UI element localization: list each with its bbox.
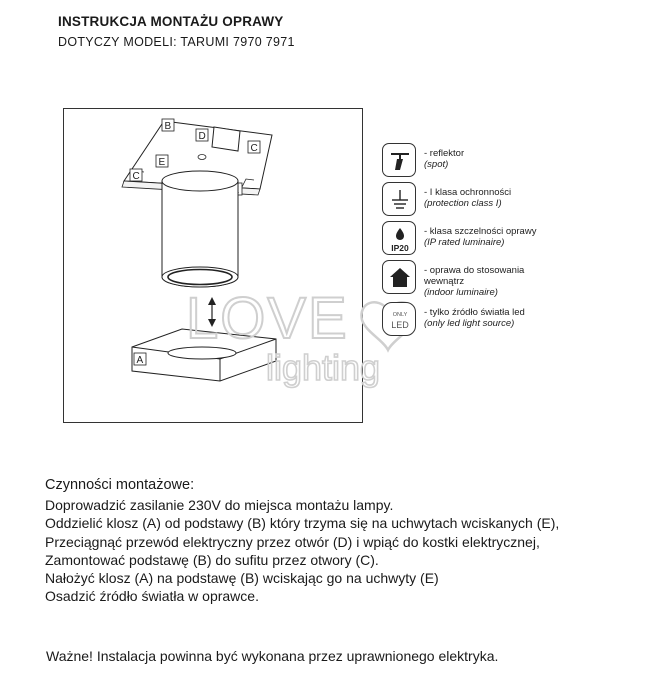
legend-text-en: (only led light source) <box>424 318 515 329</box>
label-a: A <box>136 355 144 366</box>
junction-box <box>212 127 240 151</box>
page-title: INSTRUKCJA MONTAŻU OPRAWY <box>58 14 284 29</box>
svg-text:lighting: lighting <box>266 347 381 388</box>
house-icon <box>390 268 410 287</box>
step-line: Oddzielić klosz (A) od podstawy (B) który trzyma się na uchwytach wciskanych (E), <box>45 515 560 532</box>
legend-text-pl: - oprawa do stosowania <box>424 265 525 276</box>
legend-text-pl-2: wewnątrz <box>424 276 465 287</box>
steps-title: Czynności montażowe: <box>45 477 195 493</box>
legend-text-pl: - tylko źródło światła led <box>424 307 525 318</box>
installation-steps <box>45 476 559 605</box>
ip20-icon <box>382 221 416 255</box>
legend-text-en: (indoor luminaire) <box>424 287 498 298</box>
indoor-icon <box>382 260 416 294</box>
svg-text:LED: LED <box>391 320 409 330</box>
step-line: Przeciągnąć przewód elektryczny przez otwór (D) i wpiąć do kostki elektrycznej, <box>45 533 540 550</box>
legend-text-pl: - I klasa ochronności <box>424 187 512 198</box>
legend-item-ip20 <box>382 221 642 260</box>
page-subtitle: DOTYCZY MODELI: TARUMI 7970 7971 <box>58 35 295 49</box>
step-line: Zamontować podstawę (B) do sufitu przez otwory (C). <box>45 551 379 568</box>
label-b: B <box>164 121 172 132</box>
legend-text-en: (IP rated luminaire) <box>424 237 505 248</box>
step-line: Nałożyć klosz (A) na podstawę (B) wciskając go na uchwyty (E) <box>45 570 439 587</box>
legend-text-en: (protection class I) <box>424 198 502 209</box>
spot-icon <box>382 143 416 177</box>
led-only-icon <box>382 302 416 336</box>
label-c-left: C <box>132 171 140 182</box>
legend-item-spot <box>382 143 642 182</box>
legend-item-class-i <box>382 182 642 221</box>
step-line: Osadzić źródło światła w oprawce. <box>45 588 259 605</box>
legend-text-pl: - klasa szczelności oprawy <box>424 226 537 237</box>
water-drop-icon <box>396 228 404 240</box>
legend-text-pl: - reflektor <box>424 148 465 159</box>
step-line: Doprowadzić zasilanie 230V do miejsca montażu lampy. <box>45 497 394 514</box>
svg-text:IP20: IP20 <box>391 243 409 253</box>
legend-item-led <box>382 302 642 341</box>
label-e-left: E <box>158 157 166 168</box>
legend-text-en: (spot) <box>424 159 449 170</box>
label-d: D <box>198 131 206 142</box>
svg-text:LOVE: LOVE <box>186 286 349 351</box>
svg-text:ONLY: ONLY <box>392 312 408 318</box>
label-c-right: C <box>250 143 258 154</box>
ground-icon <box>382 182 416 216</box>
warning-note: Ważne! Instalacja powinna być wykonana przez uprawnionego elektryka. <box>46 648 499 664</box>
legend-item-indoor <box>382 260 642 302</box>
symbol-legend <box>382 143 642 341</box>
